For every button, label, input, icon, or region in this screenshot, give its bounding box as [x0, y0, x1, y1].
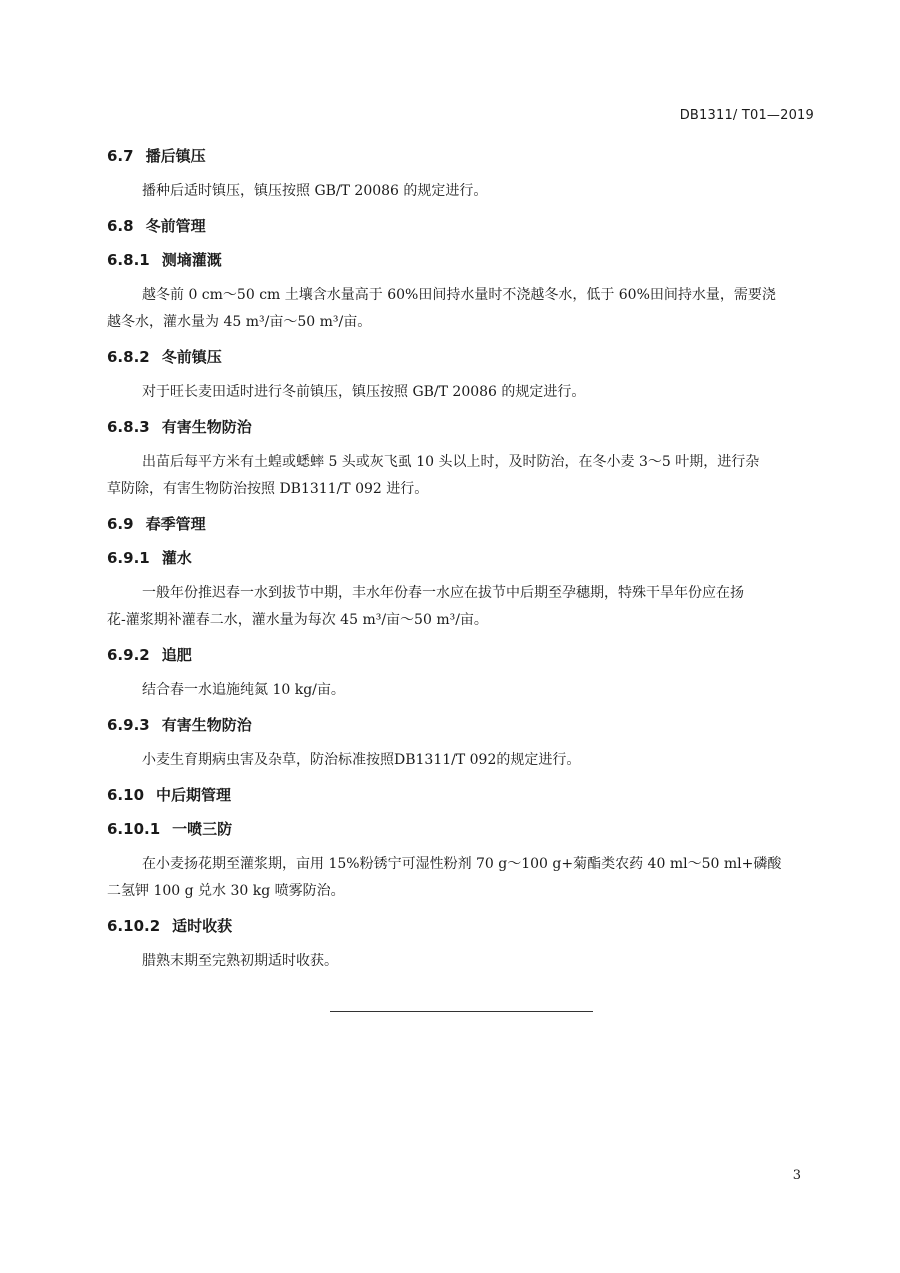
paragraph-line: 出苗后每平方米有土蝗或蟋蟀 5 头或灰飞虱 10 头以上时，及时防治，在冬小麦 3～5 叶期，进行杂: [142, 454, 760, 470]
paragraph-line: 越冬水，灌水量为 45 m³/亩～50 m³/亩。: [107, 314, 372, 330]
section-number: 6.10: [107, 786, 145, 804]
section-title: 追肥: [161, 646, 192, 664]
section-title: 有害生物防治: [161, 716, 252, 734]
paragraph-line: 一般年份推迟春一水到拔节中期，丰水年份春一水应在拔节中后期至孕穗期，特殊干旱年份应在扬: [142, 585, 744, 601]
section-number: 6.9.1: [107, 549, 150, 567]
section-title: 有害生物防治: [161, 418, 252, 436]
section-title: 春季管理: [145, 515, 206, 533]
paragraph-line: 对于旺长麦田适时进行冬前镇压，镇压按照 GB/T 20086 的规定进行。: [142, 384, 586, 400]
section-title: 测墒灌溉: [161, 251, 222, 269]
page-number: 3: [792, 1168, 801, 1183]
section-number: 6.9.3: [107, 716, 150, 734]
section-number: 6.10.2: [107, 917, 161, 935]
section-number: 6.10.1: [107, 820, 161, 838]
section-heading: [107, 817, 817, 841]
section-heading: [107, 783, 817, 807]
body-paragraph: [107, 379, 817, 406]
paragraph-line: 越冬前 0 cm～50 cm 土壤含水量高于 60%田间持水量时不浇越冬水，低于 60%田间持水量，需要浇: [142, 287, 776, 303]
section-heading: [107, 643, 817, 667]
section-heading: [107, 214, 817, 238]
section-heading: [107, 144, 817, 168]
section-number: 6.8: [107, 217, 134, 235]
section-number: 6.9.2: [107, 646, 150, 664]
section-heading: [107, 713, 817, 737]
paragraph-line: 播种后适时镇压，镇压按照 GB/T 20086 的规定进行。: [142, 183, 488, 199]
section-title: 一喷三防: [172, 820, 233, 838]
paragraph-line: 在小麦扬花期至灌浆期，亩用 15%粉锈宁可湿性粉剂 70 g～100 g+菊酯类农药 40 ml～50 ml+磷酸: [142, 856, 782, 872]
section-heading: [107, 415, 817, 439]
document-code: DB1311/ T01—2019: [679, 108, 814, 123]
section-heading: [107, 345, 817, 369]
paragraph-line: 二氢钾 100 g 兑水 30 kg 喷雾防治。: [107, 883, 345, 899]
section-number: 6.7: [107, 147, 134, 165]
section-title: 灌水: [161, 549, 192, 567]
section-heading: [107, 512, 817, 536]
section-heading: [107, 914, 817, 938]
section-heading: [107, 546, 817, 570]
paragraph-line: 小麦生育期病虫害及杂草，防治标准按照DB1311/T 092的规定进行。: [142, 752, 581, 768]
body-paragraph: [107, 851, 817, 905]
section-title: 中后期管理: [156, 786, 232, 804]
body-paragraph: [107, 580, 817, 634]
paragraph-line: 草防除，有害生物防治按照 DB1311/T 092 进行。: [107, 481, 429, 497]
body-paragraph: [107, 747, 817, 774]
section-title: 播后镇压: [145, 147, 206, 165]
document-body: [107, 144, 817, 984]
section-number: 6.8.1: [107, 251, 150, 269]
paragraph-line: 腊熟末期至完熟初期适时收获。: [142, 953, 338, 969]
section-title: 冬前镇压: [161, 348, 222, 366]
section-heading: [107, 248, 817, 272]
section-title: 适时收获: [172, 917, 233, 935]
body-paragraph: [107, 282, 817, 336]
body-paragraph: [107, 178, 817, 205]
paragraph-line: 花-灌浆期补灌春二水，灌水量为每次 45 m³/亩～50 m³/亩。: [107, 612, 488, 628]
body-paragraph: [107, 449, 817, 503]
section-number: 6.8.3: [107, 418, 150, 436]
paragraph-line: 结合春一水追施纯氮 10 kg/亩。: [142, 682, 345, 698]
section-title: 冬前管理: [145, 217, 206, 235]
section-number: 6.9: [107, 515, 134, 533]
body-paragraph: [107, 677, 817, 704]
body-paragraph: [107, 948, 817, 975]
section-number: 6.8.2: [107, 348, 150, 366]
end-rule: [330, 1011, 593, 1012]
